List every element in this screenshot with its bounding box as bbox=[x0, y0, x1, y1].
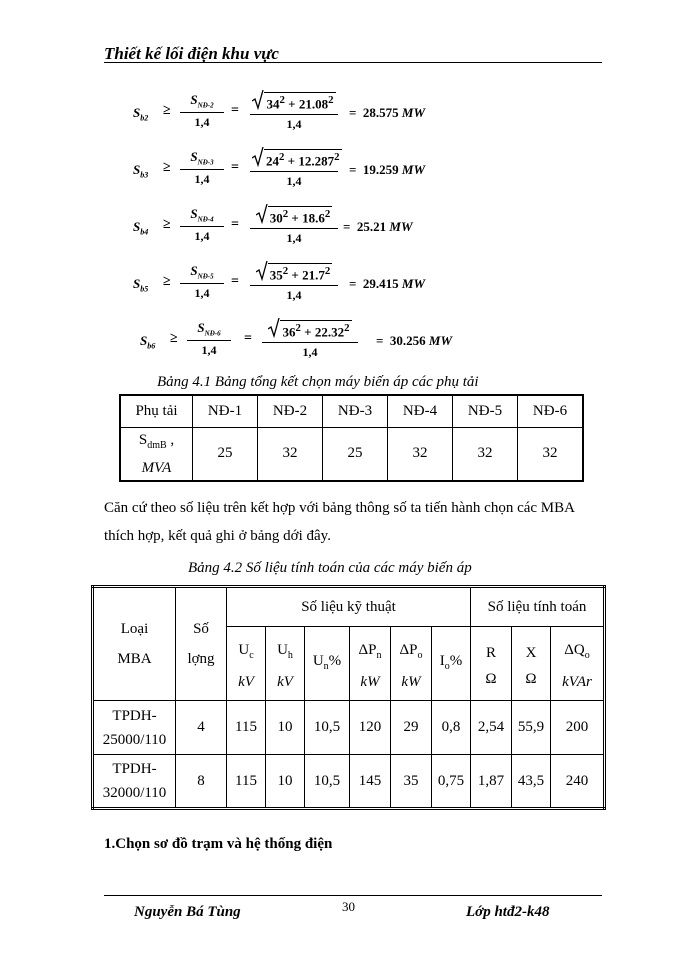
formula-sqrt-fraction: $36^2 + 22.32^2$ 1,4 bbox=[262, 320, 358, 360]
formula-row bbox=[140, 320, 470, 360]
table-row bbox=[93, 701, 605, 755]
formula-sqrt-fraction: $24^2 + 12.287^2$ 1,4 bbox=[250, 149, 338, 189]
table2-cell: 0,8 bbox=[432, 701, 471, 755]
formula-sqrt-fraction: $34^2 + 21.08^2$ 1,4 bbox=[250, 92, 338, 132]
formula-sqrt-fraction: $35^2 + 21.7^2$ 1,4 bbox=[250, 263, 338, 303]
table1-cell: 32 bbox=[453, 427, 518, 481]
table2-subheader-cell: $U_h$ kV bbox=[266, 627, 305, 701]
table2-count-cell: 8 bbox=[176, 755, 227, 809]
formula-row bbox=[133, 206, 463, 246]
table1-col-header: NĐ-4 bbox=[388, 395, 453, 427]
transformer-summary-table bbox=[119, 394, 584, 482]
table1-header-label: Phụ tải bbox=[120, 395, 193, 427]
table1-cell: 25 bbox=[193, 427, 258, 481]
equals-symbol: = bbox=[244, 331, 252, 346]
table1-col-header: NĐ-1 bbox=[193, 395, 258, 427]
table2-calc-group-header: Số liệu tính toán bbox=[471, 587, 605, 627]
body-paragraph: Căn cứ theo số liệu trên kết hợp với bảng thông số ta tiến hành chọn các MBA thích hợp, kết quả ghi ở bảng dới đây. bbox=[104, 500, 575, 544]
table2-type-cell: TPDH- 32000/110 bbox=[93, 755, 176, 809]
table2-type-header: Loại MBA bbox=[93, 587, 176, 701]
table2-cell: 35 bbox=[391, 755, 432, 809]
table1-cell: 25 bbox=[323, 427, 388, 481]
table2-cell: 29 bbox=[391, 701, 432, 755]
formula-result: = 19.259 MW bbox=[349, 162, 426, 177]
table2-subheader-cell: X Ω bbox=[512, 627, 551, 701]
table1-cell: 32 bbox=[388, 427, 453, 481]
formula-result: = 30.256 MW bbox=[376, 333, 453, 348]
transformer-parameters-table bbox=[91, 585, 606, 810]
table1-cell: 32 bbox=[518, 427, 584, 481]
page-number: 30 bbox=[342, 899, 355, 914]
table2-cell: 120 bbox=[350, 701, 391, 755]
table2-cell: 200 bbox=[551, 701, 605, 755]
formula-row bbox=[133, 92, 463, 132]
table1-col-header: NĐ-6 bbox=[518, 395, 584, 427]
formula-row bbox=[133, 263, 463, 303]
formula-lhs: $S_{b3}$ bbox=[133, 162, 149, 180]
table2-cell: 10,5 bbox=[305, 755, 350, 809]
table2-caption: Bảng 4.2 Số liệu tính toán của các máy biến áp bbox=[188, 560, 472, 576]
sqrt-symbol: $34^2 + 21.08^2$ bbox=[252, 92, 335, 112]
table1-col-header: NĐ-5 bbox=[453, 395, 518, 427]
table2-type-cell: TPDH- 25000/110 bbox=[93, 701, 176, 755]
formula-sqrt-fraction: $30^2 + 18.6^2$ 1,4 bbox=[250, 206, 338, 246]
table2-cell: 2,54 bbox=[471, 701, 512, 755]
table2-count-cell: 4 bbox=[176, 701, 227, 755]
equals-symbol: = bbox=[231, 274, 239, 289]
table2-subheader-cell: $\Delta P_o$ kW bbox=[391, 627, 432, 701]
table2-cell: 115 bbox=[227, 701, 266, 755]
formula-ratio: $S_{NĐ-6}$ 1,4 bbox=[187, 320, 231, 358]
formula-ratio: $S_{NĐ-2}$ 1,4 bbox=[180, 92, 224, 130]
table2-subheader-cell: $U_c$ kV bbox=[227, 627, 266, 701]
header-rule bbox=[104, 62, 602, 63]
formula-row bbox=[133, 149, 463, 189]
table1-col-header: NĐ-3 bbox=[323, 395, 388, 427]
table2-subheader-cell: $\Delta Q_o$ kVAr bbox=[551, 627, 605, 701]
footer-author: Nguyễn Bá Tùng bbox=[134, 904, 241, 920]
formula-ratio: $S_{NĐ-5}$ 1,4 bbox=[180, 263, 224, 301]
formula-result: = 28.575 MW bbox=[349, 105, 426, 120]
table2-cell: 55,9 bbox=[512, 701, 551, 755]
ge-symbol: ≥ bbox=[170, 331, 178, 346]
sqrt-symbol: $30^2 + 18.6^2$ bbox=[256, 206, 333, 226]
table2-subheader-cell: $\Delta P_n$ kW bbox=[350, 627, 391, 701]
table1-row-label: $S_{dmB}$ , MVA bbox=[120, 427, 193, 481]
table2-count-header: Số lợng bbox=[176, 587, 227, 701]
sqrt-symbol: $24^2 + 12.287^2$ bbox=[252, 149, 342, 169]
table2-cell: 240 bbox=[551, 755, 605, 809]
table2-cell: 10 bbox=[266, 701, 305, 755]
formula-lhs: $S_{b4}$ bbox=[133, 219, 149, 237]
ge-symbol: ≥ bbox=[163, 103, 171, 118]
table2-cell: 145 bbox=[350, 755, 391, 809]
table2-tech-group-header: Số liệu kỹ thuật bbox=[227, 587, 471, 627]
footer-rule bbox=[104, 895, 602, 896]
table2-subheader-cell: $U_n\%$ bbox=[305, 627, 350, 701]
equals-symbol: = bbox=[231, 217, 239, 232]
equals-symbol: = bbox=[231, 103, 239, 118]
ge-symbol: ≥ bbox=[163, 274, 171, 289]
table1-col-header: NĐ-2 bbox=[258, 395, 323, 427]
table-row bbox=[93, 755, 605, 809]
table2-cell: 43,5 bbox=[512, 755, 551, 809]
footer-class: Lớp htđ2-k48 bbox=[466, 904, 550, 920]
page-header-title: Thiết kế lối điện khu vực bbox=[104, 44, 279, 63]
table2-cell: 0,75 bbox=[432, 755, 471, 809]
formula-ratio: $S_{NĐ-4}$ 1,4 bbox=[180, 206, 224, 244]
formula-result: = 29.415 MW bbox=[349, 276, 426, 291]
table2-cell: 1,87 bbox=[471, 755, 512, 809]
formula-lhs: $S_{b6}$ bbox=[140, 333, 156, 351]
table2-subheader-cell: $I_o\%$ bbox=[432, 627, 471, 701]
formula-lhs: $S_{b5}$ bbox=[133, 276, 149, 294]
table2-subheader-cell: R Ω bbox=[471, 627, 512, 701]
formula-lhs: $S_{b2}$ bbox=[133, 105, 149, 123]
sqrt-symbol: $36^2 + 22.32^2$ bbox=[268, 320, 351, 340]
formula-ratio: $S_{NĐ-3}$ 1,4 bbox=[180, 149, 224, 187]
table2-cell: 10 bbox=[266, 755, 305, 809]
table2-cell: 115 bbox=[227, 755, 266, 809]
table2-cell: 10,5 bbox=[305, 701, 350, 755]
section-heading: 1.Chọn sơ đồ trạm và hệ thống điện bbox=[104, 836, 333, 852]
formula-result: = 25.21 MW bbox=[343, 219, 413, 234]
ge-symbol: ≥ bbox=[163, 160, 171, 175]
equals-symbol: = bbox=[231, 160, 239, 175]
ge-symbol: ≥ bbox=[163, 217, 171, 232]
table1-caption: Bảng 4.1 Bảng tổng kết chọn máy biến áp các phụ tải bbox=[157, 374, 479, 390]
sqrt-symbol: $35^2 + 21.7^2$ bbox=[256, 263, 333, 283]
table1-cell: 32 bbox=[258, 427, 323, 481]
